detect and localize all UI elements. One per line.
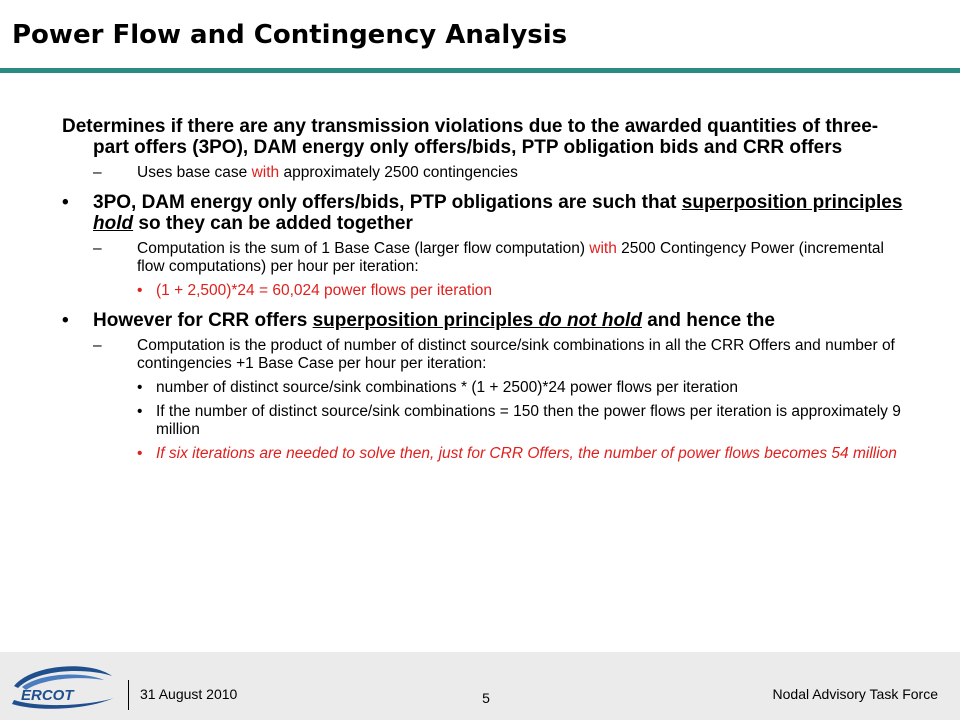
bullet-marker: •: [62, 192, 69, 213]
sub-bullet-combinations-formula: • number of distinct source/sink combinations * (1 + 2500)*24 power flows per iteration: [137, 379, 738, 396]
sub-bullet-54-million: • If six iterations are needed to solve then, just for CRR Offers, the number of power flows becomes 54 million: [137, 445, 897, 462]
bullet-marker: •: [137, 403, 143, 420]
underlined-phrase: superposition principles hold: [93, 192, 903, 234]
highlight-with: with: [251, 164, 280, 181]
dash-marker: –: [93, 240, 102, 257]
paragraph-text: Determines if there are any transmission violations due to the awarded quantities of three-part offers (3PO), DAM energy only offers/bids, PTP obligation bids and CRR offers: [62, 116, 879, 158]
bullet-superposition-hold: • 3PO, DAM energy only offers/bids, PTP obligations are such that superposition principles hold so they can be added together: [62, 192, 903, 234]
sub-item-computation-sum: – Computation is the sum of 1 Base Case (larger flow computation) with 2500 Contingency Power (incremental flow computations) per hour per iteration:: [93, 240, 884, 275]
slide-title: Power Flow and Contingency Analysis: [12, 20, 568, 50]
sub-item-computation-product: – Computation is the product of number of distinct source/sink combinations in all the CRR Offers and number of contingencies +1 Base Case per hour per iteration:: [93, 337, 895, 372]
slide-footer: [0, 652, 960, 720]
sub-bullet-60024-flows: • (1 + 2,500)*24 = 60,024 power flows per iteration: [137, 282, 493, 299]
footer-organization: Nodal Advisory Task Force: [772, 686, 938, 702]
ercot-logo: [8, 662, 118, 710]
highlight-with: with: [589, 240, 617, 257]
footer-divider: [128, 680, 129, 710]
bullet-marker: •: [137, 445, 143, 462]
bullet-marker: •: [137, 379, 143, 396]
underlined-phrase: superposition principles do not hold: [312, 310, 642, 331]
sub-bullet-9-million: • If the number of distinct source/sink combinations = 150 then the power flows per iteration is approximately 9 million: [137, 403, 901, 438]
title-divider: [0, 68, 960, 73]
dash-marker: –: [93, 164, 102, 181]
logo-text: ERCOT: [21, 687, 74, 704]
bullet-marker: •: [137, 282, 143, 299]
page-number: 5: [482, 690, 490, 706]
footer-date: 31 August 2010: [140, 686, 238, 702]
sub-item-base-case: – Uses base case with approximately 2500 contingencies: [93, 164, 518, 181]
bullet-superposition-not-hold: • However for CRR offers superposition principles do not hold and hence the: [62, 310, 775, 331]
dash-marker: –: [93, 337, 102, 354]
paragraph-transmission-violations: [62, 116, 912, 158]
slide-body: [62, 116, 912, 463]
bullet-marker: •: [62, 310, 69, 331]
